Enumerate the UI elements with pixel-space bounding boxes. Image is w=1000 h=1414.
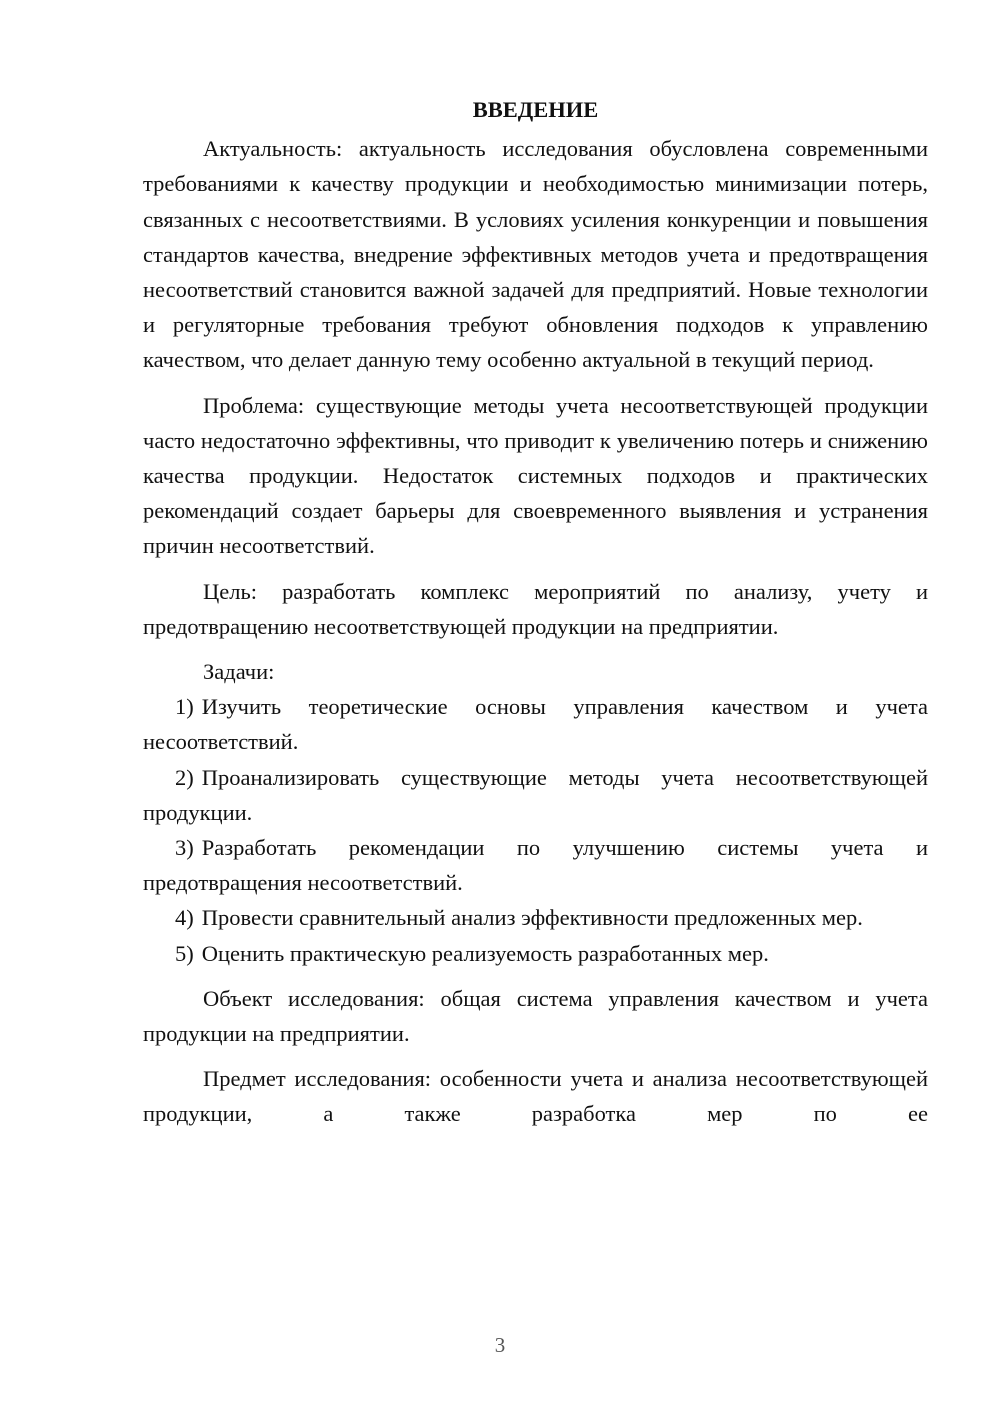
list-item	[143, 900, 928, 935]
list-item-text: Провести сравнительный анализ эффективности предложенных мер.	[201, 905, 863, 931]
list-item	[143, 689, 928, 759]
list-item-number: 1)	[175, 694, 194, 720]
list-item-text: Проанализировать существующие методы учета несоответствующей продукции.	[143, 764, 928, 825]
list-item	[143, 936, 928, 971]
object-paragraph: Объект исследования: общая система управления качеством и учета продукции на предприятии.	[143, 985, 928, 1047]
relevance-paragraph: Актуальность: актуальность исследования обусловлена современными требованиями к качеству продукции и необходимостью минимизации потерь, связанных с несоответствиями. В условиях усиления конкуренции и повышения стандартов качества, внедрение эффективных методов учета и предотвращения несоответствий становится важной задачей для предприятий. Новые технологии и регуляторные требования требуют обновления подходов к управлению качеством, что делает данную тему особенно актуальной в текущий период.	[143, 136, 928, 373]
list-item-number: 2)	[175, 764, 194, 790]
tasks-list	[143, 689, 928, 971]
tasks-heading: Задачи:	[203, 659, 275, 685]
list-item-text: Оценить практическую реализуемость разработанных мер.	[201, 940, 769, 966]
goal-paragraph: Цель: разработать комплекс мероприятий по анализу, учету и предотвращению несоответствующей продукции на предприятии.	[143, 578, 928, 639]
list-item-text: Разработать рекомендации по улучшению системы учета и предотвращения несоответствий.	[143, 835, 928, 896]
section-title: ВВЕДЕНИЕ	[472, 97, 599, 122]
list-item-number: 3)	[175, 835, 194, 861]
list-item-text: Изучить теоретические основы управления качеством и учета несоответствий.	[143, 694, 928, 755]
problem-paragraph: Проблема: существующие методы учета несоответствующей продукции часто недостаточно эффективны, что приводит к увеличению потерь и снижению качества продукции. Недостаток системных подходов и практических рекомендаций создает барьеры для своевременного выявления и устранения причин несоответствий.	[143, 392, 928, 559]
list-item	[143, 760, 928, 830]
document-page	[143, 92, 928, 1132]
subject-paragraph: Предмет исследования: особенности учета и анализа несоответствующей продукции, а также разработка мер по ее	[143, 1066, 928, 1127]
page-number: 3	[494, 1333, 506, 1357]
list-item-number: 5)	[175, 940, 194, 966]
list-item-number: 4)	[175, 905, 194, 931]
list-item	[143, 830, 928, 900]
